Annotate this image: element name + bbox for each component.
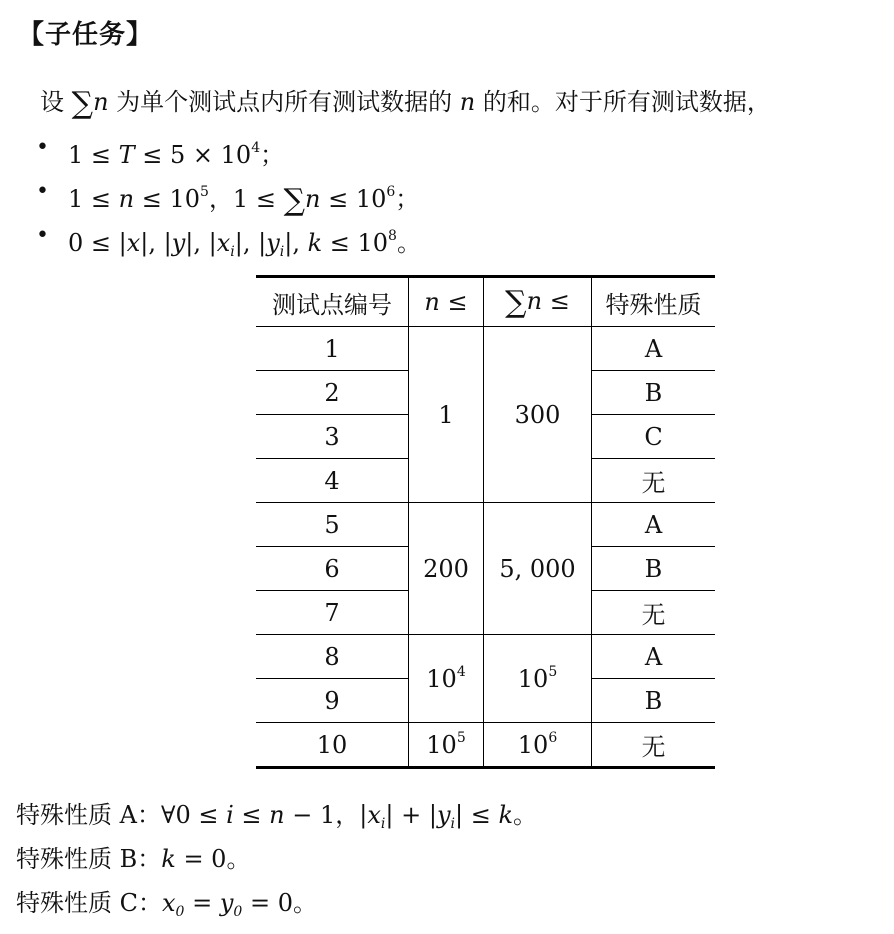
section-heading: 【子任务】 — [18, 20, 154, 50]
cell-special-property: B — [592, 547, 716, 591]
intro-suffix: 的和。对于所有测试数据， — [475, 88, 771, 116]
cell-special-property: C — [592, 415, 716, 459]
property-formula: ∀0 ≤ i ≤ n − 1，$|x_i| + |y_i| \le k$。 — [160, 801, 537, 832]
cell-test-id: 7 — [256, 591, 409, 635]
cell-special-property: 无 — [592, 723, 716, 768]
constraint-text: $1 \le T \le 5 \times 10^4$； — [68, 140, 285, 169]
header-special-property: 特殊性质 — [592, 277, 716, 327]
constraint-text: 0 ≤ |x|, |y|, $|x_i|$, $|y_i|$, $k \le 10^8$。 — [68, 228, 421, 260]
intro-prefix: 设 — [40, 88, 72, 116]
cell-n-max: $10^4$ — [409, 635, 484, 723]
header-sum-max: ∑n ≤ — [484, 277, 592, 327]
var-n-2: n — [459, 88, 476, 116]
sum-symbol: ∑ — [71, 86, 94, 121]
intro-middle: 为单个测试点内所有测试数据的 — [108, 88, 460, 116]
special-properties — [16, 793, 537, 925]
header-test-id: 测试点编号 — [256, 277, 409, 327]
header-n-max: n ≤ — [409, 277, 484, 327]
cell-test-id: 8 — [256, 635, 409, 679]
constraint-item — [30, 170, 421, 218]
cell-special-property: A — [592, 503, 716, 547]
bullet-icon: • — [36, 223, 49, 248]
table-row — [256, 327, 715, 371]
cell-special-property: B — [592, 679, 716, 723]
cell-sum-max: 300 — [484, 327, 592, 503]
cell-n-max: $10^5$ — [409, 723, 484, 768]
property-label: 特殊性质 B： — [16, 845, 162, 873]
special-property-line — [16, 793, 537, 837]
table-row — [256, 635, 715, 679]
subtask-table — [256, 275, 715, 769]
constraint-item — [30, 214, 421, 258]
cell-test-id: 1 — [256, 327, 409, 371]
cell-sum-max: $10^5$ — [484, 635, 592, 723]
cell-n-max: 1 — [409, 327, 484, 503]
cell-n-max: 200 — [409, 503, 484, 635]
cell-sum-max: $10^6$ — [484, 723, 592, 768]
cell-special-property: A — [592, 327, 716, 371]
cell-test-id: 10 — [256, 723, 409, 768]
cell-special-property: A — [592, 635, 716, 679]
constraint-item — [30, 126, 421, 170]
property-formula: k = 0。 — [161, 845, 251, 873]
table-row — [256, 503, 715, 547]
intro-paragraph — [40, 82, 771, 121]
property-formula: $x_0 = y_0 = 0$。 — [162, 889, 317, 920]
cell-special-property: 无 — [592, 591, 716, 635]
table-header-row — [256, 277, 715, 327]
bullet-icon: • — [36, 135, 49, 160]
cell-test-id: 6 — [256, 547, 409, 591]
cell-test-id: 2 — [256, 371, 409, 415]
bullet-icon: • — [36, 179, 49, 204]
cell-special-property: 无 — [592, 459, 716, 503]
property-label: 特殊性质 A： — [16, 801, 161, 829]
constraint-text: $1 \le n \le 10^5$，$1 \le \sum n \le 10^6$； — [68, 183, 420, 218]
cell-test-id: 3 — [256, 415, 409, 459]
var-n: n — [93, 88, 109, 116]
special-property-line — [16, 837, 537, 881]
cell-test-id: 5 — [256, 503, 409, 547]
constraints-list — [30, 126, 421, 258]
table-row — [256, 723, 715, 768]
cell-test-id: 4 — [256, 459, 409, 503]
property-label: 特殊性质 C： — [16, 889, 162, 917]
cell-sum-max: 5, 000 — [484, 503, 592, 635]
cell-test-id: 9 — [256, 679, 409, 723]
cell-special-property: B — [592, 371, 716, 415]
special-property-line — [16, 881, 537, 925]
